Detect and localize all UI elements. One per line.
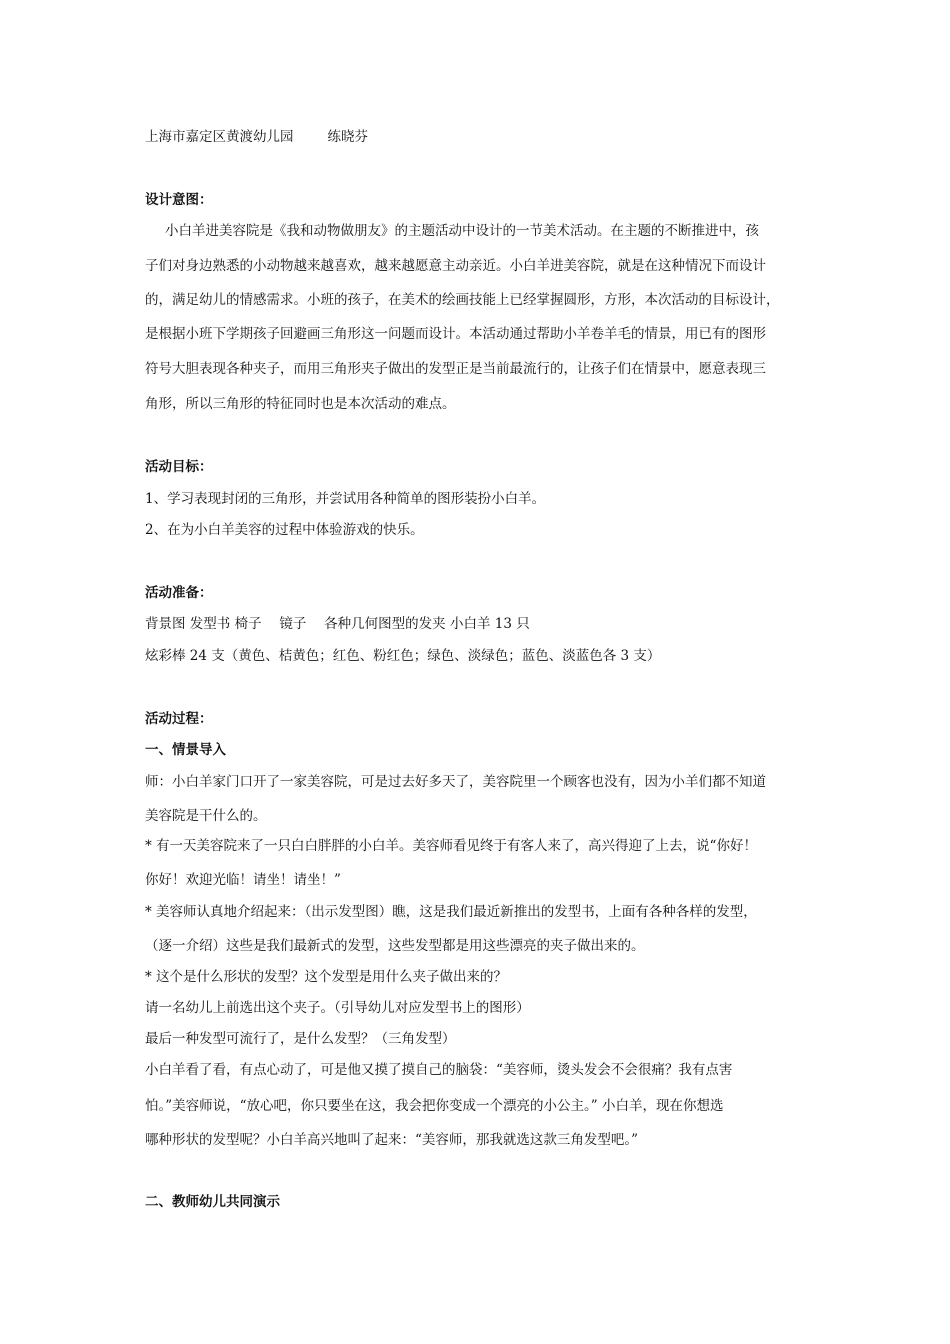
goal-item: 1、学习表现封闭的三角形，并尝试用各种简单的图形装扮小白羊。	[145, 491, 546, 507]
process-line: 美容院是干什么的。	[145, 808, 267, 824]
goals-heading: 活动目标：	[145, 459, 213, 475]
author-name: 练晓芬	[327, 129, 368, 145]
process-line: * 有一天美容院来了一只白白胖胖的小白羊。美容师看见终于有客人来了，高兴得迎了上去，说“你好！	[145, 838, 757, 854]
design-paragraph-line: 是根据小班下学期孩子回避画三角形这一问题而设计。本活动通过帮助小羊卷羊毛的情景，用已有的图形	[145, 326, 766, 342]
process-line: 最后一种发型可流行了，是什么发型？（三角发型）	[145, 1031, 456, 1047]
process-line: 哪种形状的发型呢？小白羊高兴地叫了起来：“美容师，那我就选这款三角发型吧。”	[145, 1132, 639, 1148]
design-heading: 设计意图：	[145, 192, 213, 208]
goal-item: 2、在为小白羊美容的过程中体验游戏的快乐。	[145, 522, 424, 538]
process-line: 怕。”美容师说，“放心吧，你只要坐在这，我会把你变成一个漂亮的小公主。” 小白羊，现在你想选	[145, 1098, 724, 1114]
process-section-heading: 一、情景导入	[145, 742, 226, 758]
process-line: 请一名幼儿上前选出这个夹子。（引导幼儿对应发型书上的图形）	[145, 1000, 530, 1016]
design-paragraph-line: 符号大胆表现各种夹子，而用三角形夹子做出的发型正是当前最流行的，让孩子们在情景中，愿意表现三	[145, 361, 766, 377]
design-paragraph-line: 角形，所以三角形的特征同时也是本次活动的难点。	[145, 396, 456, 412]
process-line: （逐一介绍）这些是我们最新式的发型，这些发型都是用这些漂亮的夹子做出来的。	[145, 938, 645, 954]
prep-line: 炫彩棒 24 支（黄色、桔黄色；红色、粉红色；绿色、淡绿色；蓝色、淡蓝色各 3 支）	[145, 648, 661, 664]
design-paragraph-line: 子们对身边熟悉的小动物越来越喜欢，越来越愿意主动亲近。小白羊进美容院，就是在这种情况下而设计	[145, 258, 766, 274]
prep-line: 背景图 发型书 椅子 镜子 各种几何图型的发夹 小白羊 13 只	[145, 616, 530, 632]
process-heading: 活动过程：	[145, 711, 213, 727]
author-line	[145, 127, 368, 147]
process-section-heading: 二、教师幼儿共同演示	[145, 1194, 280, 1210]
design-paragraph-line: 的，满足幼儿的情感需求。小班的孩子，在美术的绘画技能上已经掌握圆形，方形，本次活动的目标设计，	[145, 292, 780, 308]
prep-heading: 活动准备：	[145, 585, 213, 601]
process-line: 你好！欢迎光临！请坐！请坐！”	[145, 872, 341, 888]
process-line: 小白羊看了看，有点心动了，可是他又摸了摸自己的脑袋：“美容师，烫头发会不会很痛？我有点害	[145, 1062, 733, 1078]
process-line: * 这个是什么形状的发型？这个发型是用什么夹子做出来的？	[145, 969, 508, 985]
process-line: * 美容师认真地介绍起来：（出示发型图）瞧，这是我们最近新推出的发型书，上面有各种各样的发型，	[145, 904, 757, 920]
school-name: 上海市嘉定区黄渡幼儿园	[145, 129, 294, 145]
process-line: 师：小白羊家门口开了一家美容院，可是过去好多天了，美容院里一个顾客也没有，因为小羊们都不知道	[145, 774, 766, 790]
design-paragraph-line: 小白羊进美容院是《我和动物做朋友》的主题活动中设计的一节美术活动。在主题的不断推进中，孩	[165, 223, 759, 239]
